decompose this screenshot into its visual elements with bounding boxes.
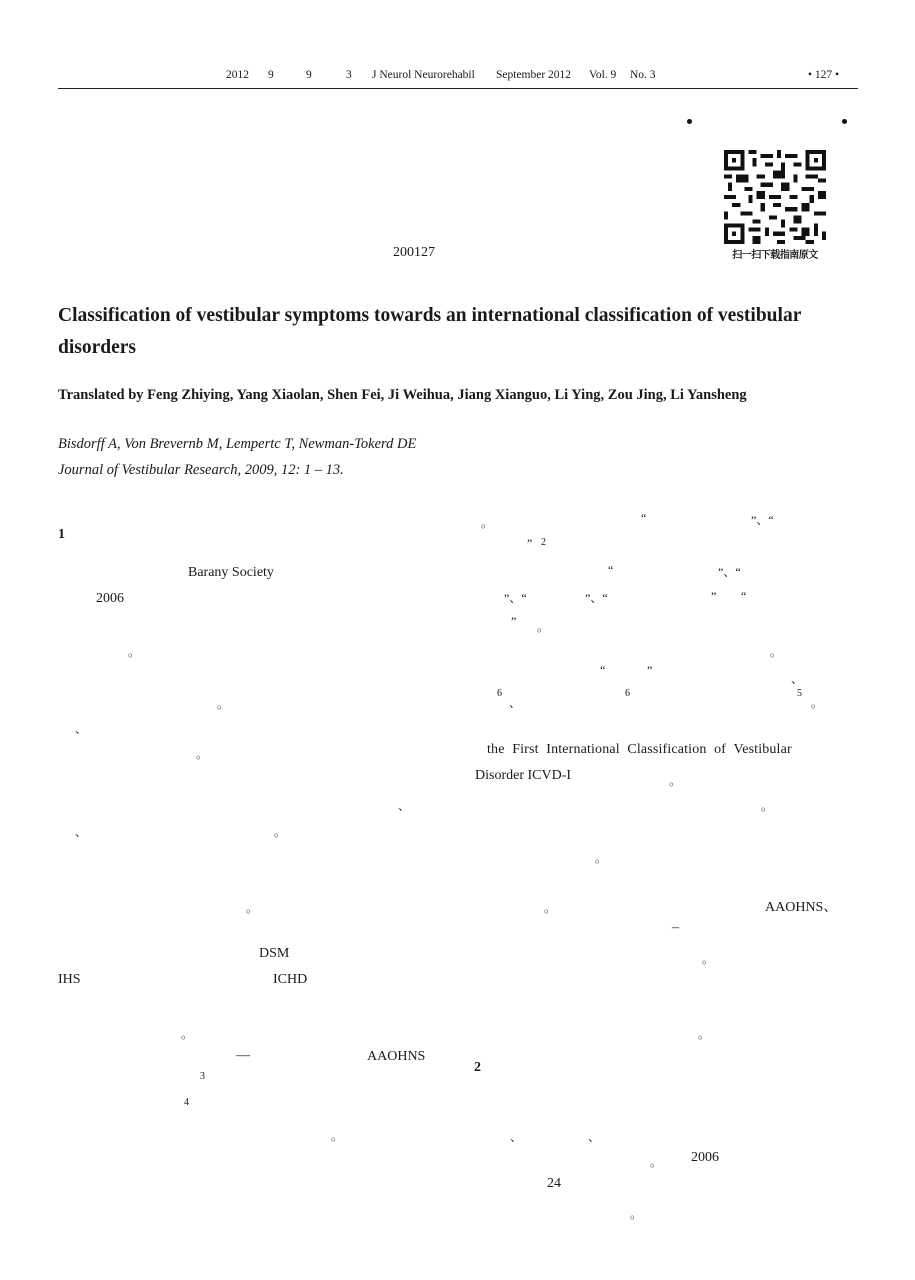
text-fragment: AAOHNS [367,1049,426,1064]
citation: Journal of Vestibular Research, 2009, 12: 1 – 13. [58,462,344,478]
translators: Translated by Feng Zhiying, Yang Xiaolan, Shen Fei, Ji Weihua, Jiang Xianguo, Li Ying, Zou Jing, Li Yansheng [58,387,747,403]
punctuation: 。 [331,1129,344,1143]
header-journal: J Neurol Neurorehabil [372,69,475,81]
bullet-dot [842,119,847,124]
punctuation: 、 [791,672,804,686]
header-date: September 2012 [496,69,572,81]
punctuation: 。 [811,696,824,710]
punctuation: 、 [510,1130,523,1144]
text-fragment: IHS [58,972,81,987]
punctuation: 。 [128,645,141,659]
icvd-text-line-1: the First International Classification of Vestibular [487,742,792,757]
punctuation: 。 [544,901,557,915]
header-month: 9 [268,69,274,81]
punctuation: 。 [630,1207,643,1221]
quote-mark: “ [641,511,647,525]
punctuation: 。 [698,1027,711,1041]
text-fragment: 2006 [691,1150,719,1165]
punctuation: 。 [761,799,774,813]
header-volume-cn: 9 [306,69,312,81]
qr-code-icon[interactable] [724,150,826,244]
reference-mark: 2 [541,537,546,548]
punctuation: 。 [217,697,230,711]
header-year: 2012 [226,69,249,81]
article-title: Classification of vestibular symptoms towards an international classification of vestibular disorders [58,305,801,358]
text-fragment: AAOHNS、 [765,900,838,915]
punctuation: 。 [595,851,608,865]
text-fragment: 2006 [96,591,124,606]
reference-mark: 4 [184,1097,189,1108]
header-volume: Vol. 9 [589,69,617,81]
quote-mark: “ [600,663,606,677]
punctuation: 。 [702,952,715,966]
quote-mark: “ [741,589,747,603]
punctuation: 、 [509,696,522,710]
reference-mark: 3 [200,1071,205,1082]
punctuation: 。 [274,825,287,839]
section-heading-2: 2 [474,1060,481,1075]
text-fragment: ICHD [273,972,308,987]
quote-mark: ” [527,536,533,550]
original-authors: Bisdorff A, Von Brevernb M, Lempertc T, Newman-Tokerd DE [58,436,417,452]
punctuation: 。 [196,747,209,761]
reference-mark: 5 [797,688,802,699]
header-issue-cn: 3 [346,69,352,81]
reference-mark: 6 [625,688,630,699]
punctuation: 。 [650,1155,663,1169]
punctuation: 、 [398,799,411,813]
page-number: • 127 • [808,69,840,81]
punctuation: 、 [75,722,88,736]
postcode: 200127 [393,245,435,260]
punctuation: 。 [669,774,682,788]
dash: — [236,1048,250,1063]
quote-mark: ”、“ [751,513,774,527]
text-fragment: 24 [547,1176,561,1191]
quote-mark: ”、“ [504,591,527,605]
dash: – [672,920,679,935]
punctuation: 。 [181,1027,194,1041]
punctuation: 。 [481,516,494,530]
quote-mark: ”、“ [585,591,608,605]
quote-mark: ”、“ [718,565,741,579]
section-heading-1: 1 [58,527,65,542]
punctuation: 。 [246,901,259,915]
quote-mark: ” [511,614,517,628]
quote-mark: ” [647,663,653,677]
header-issue: No. 3 [630,69,656,81]
punctuation: 。 [770,645,783,659]
punctuation: 。 [537,620,550,634]
quote-mark: ” [711,589,717,603]
text-fragment: Barany Society [188,565,274,580]
icvd-text-line-2: Disorder ICVD-I [475,768,572,783]
bullet-dot [687,119,692,124]
reference-mark: 6 [497,688,502,699]
qr-caption: 扫一扫下载指南原文 [732,250,818,261]
quote-mark: “ [608,563,614,577]
text-fragment: DSM [259,946,290,961]
header-rule [58,88,858,89]
punctuation: 、 [588,1130,601,1144]
punctuation: 、 [75,825,88,839]
